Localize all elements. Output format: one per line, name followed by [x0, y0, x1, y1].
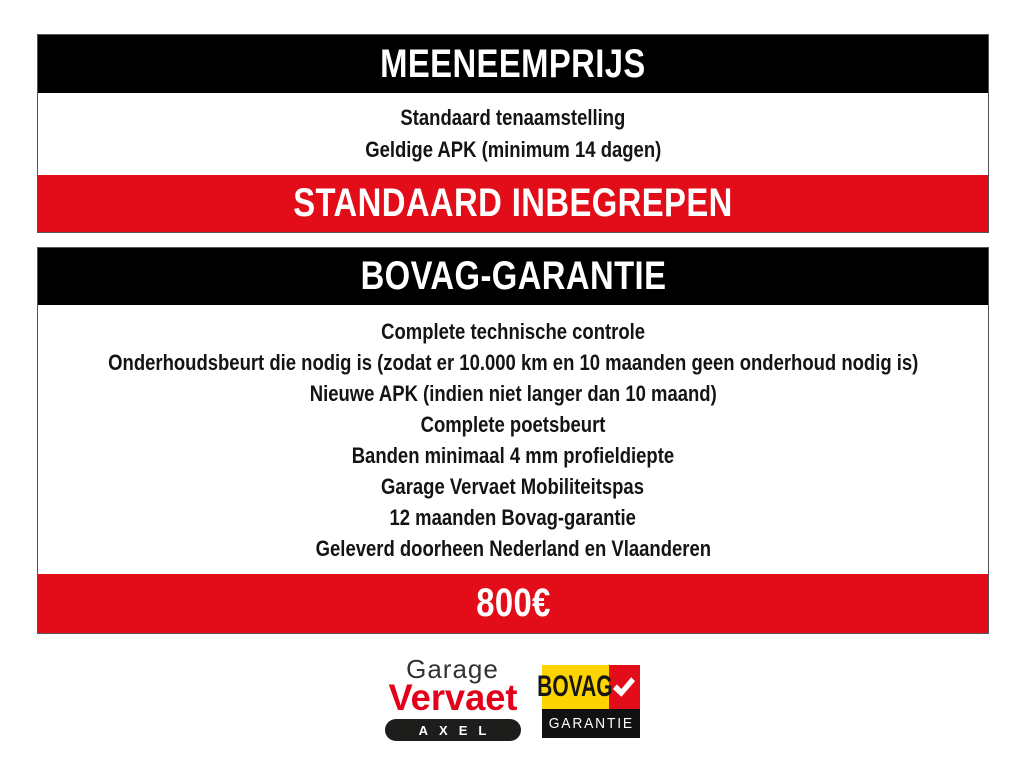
bovag-logo-top — [537, 665, 640, 709]
bovag-logo-yellow-block — [537, 665, 613, 709]
checkmark-icon — [611, 674, 637, 700]
price-bar — [38, 574, 988, 633]
meeneemprijs-card — [37, 34, 989, 233]
bovag-garantie-card — [37, 247, 989, 634]
bovag-logo-garantie-label: GARANTIE — [548, 715, 635, 732]
list-item: Standaard tenaamstelling — [400, 105, 626, 130]
meeneemprijs-body — [38, 93, 988, 175]
meeneemprijs-header-bar — [38, 35, 988, 93]
bovag-garantie-logo — [537, 665, 640, 738]
bovag-logo-wordmark: BOVAG — [537, 670, 613, 703]
garage-vervaet-logo-line1: Garage — [406, 654, 499, 684]
standaard-inbegrepen-bar — [38, 175, 988, 232]
price-label: 800€ — [475, 581, 551, 625]
meeneemprijs-title: MEENEEMPRIJS — [380, 41, 646, 86]
bovag-garantie-header-bar — [38, 248, 988, 305]
garage-vervaet-logo-line2: Vervaet — [387, 677, 518, 718]
list-item: Complete poetsbeurt — [420, 411, 606, 437]
axel-badge — [385, 719, 521, 741]
garage-vervaet-logo — [385, 655, 521, 741]
axel-badge-label: AXEL — [418, 722, 498, 738]
list-item: Complete technische controle — [381, 318, 645, 344]
bovag-logo-red-block — [609, 665, 640, 709]
bovag-garantie-title: BOVAG-GARANTIE — [360, 254, 666, 298]
footer-logos — [0, 655, 1024, 741]
list-item: Onderhoudsbeurt die nodig is (zodat er 10.000 km en 10 maanden geen onderhoud nodig is) — [107, 349, 919, 375]
list-item: 12 maanden Bovag-garantie — [389, 504, 637, 530]
standaard-inbegrepen-label: STANDAARD INBEGREPEN — [293, 181, 733, 225]
list-item: Garage Vervaet Mobiliteitspas — [381, 473, 645, 499]
bovag-garantie-body — [38, 305, 988, 574]
bovag-logo-garantie-bar — [542, 709, 640, 738]
list-item: Nieuwe APK (indien niet langer dan 10 maand) — [309, 380, 717, 406]
list-item: Geleverd doorheen Nederland en Vlaanderen — [315, 535, 711, 561]
list-item: Banden minimaal 4 mm profieldiepte — [351, 442, 675, 468]
list-item: Geldige APK (minimum 14 dagen) — [364, 137, 662, 162]
